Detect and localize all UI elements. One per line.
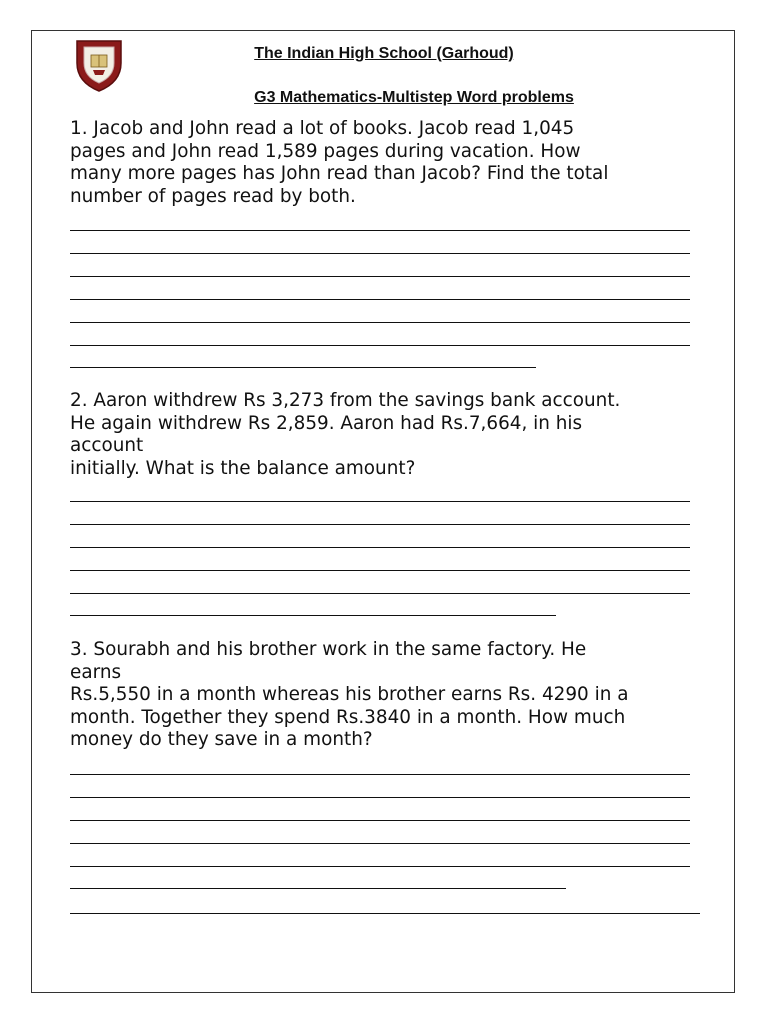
answer-line xyxy=(70,866,690,867)
worksheet-title: G3 Mathematics-Multistep Word problems xyxy=(254,89,574,106)
question-3: 3. Sourabh and his brother work in the same factory. He earns Rs.5,550 in a month whereas his brother earns Rs. 4290 in a month. Together they spend Rs.3840 in a month. How much money do they save in a month? xyxy=(70,639,629,751)
answer-line xyxy=(70,774,690,775)
answer-line xyxy=(70,299,690,300)
answer-line xyxy=(70,367,536,368)
worksheet-page xyxy=(31,30,735,993)
answer-line xyxy=(70,820,690,821)
answer-line xyxy=(70,253,690,254)
question-2: 2. Aaron withdrew Rs 3,273 from the savings bank account. He again withdrew Rs 2,859. Aaron had Rs.7,664, in his account initially. What is the balance amount? xyxy=(70,390,621,479)
answer-line xyxy=(70,593,690,594)
answer-line xyxy=(70,276,690,277)
answer-line xyxy=(70,547,690,548)
answer-line xyxy=(70,888,566,889)
answer-line xyxy=(70,230,690,231)
school-name: The Indian High School (Garhoud) xyxy=(254,45,514,62)
answer-line xyxy=(70,501,690,502)
answer-line xyxy=(70,615,556,616)
question-1: 1. Jacob and John read a lot of books. Jacob read 1,045 pages and John read 1,589 pages during vacation. How many more pages has John read than Jacob? Find the total number of pages read by both. xyxy=(70,118,609,207)
answer-line xyxy=(70,797,690,798)
answer-line xyxy=(70,913,700,914)
answer-line xyxy=(70,345,690,346)
answer-line xyxy=(70,570,690,571)
answer-line xyxy=(70,843,690,844)
answer-line xyxy=(70,322,690,323)
answer-line xyxy=(70,524,690,525)
